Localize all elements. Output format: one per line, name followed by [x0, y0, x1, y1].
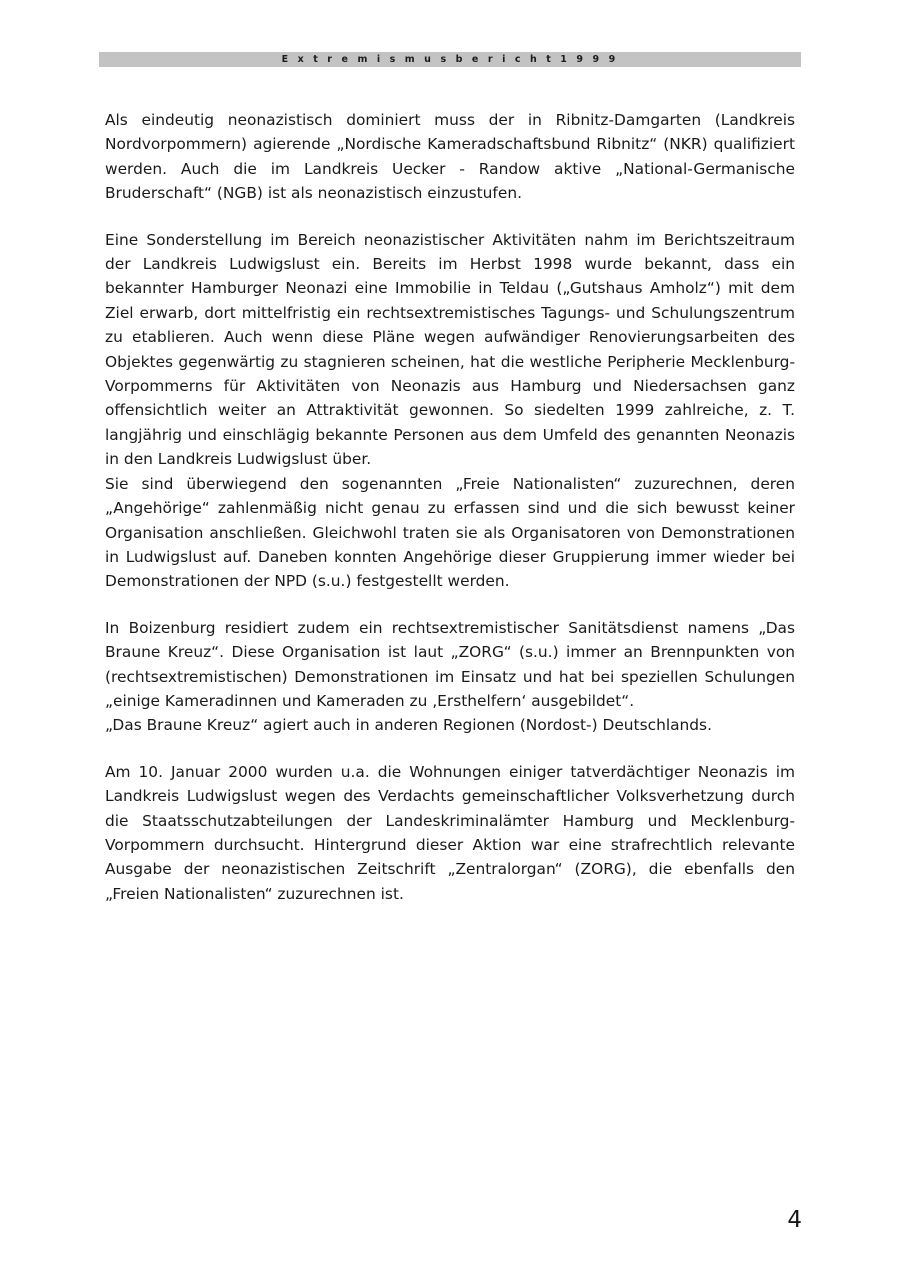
paragraph: Sie sind überwiegend den sogenannten „Freie Nationalisten“ zuzurechnen, deren „Angehörige“ zahlenmäßig nicht genau zu erfassen sind und die sich bewusst keiner Organisation anschließen. Gleichwohl traten sie als Organisatoren von Demonstrationen in Ludwigslust auf. Daneben konnten Angehörige dieser Gruppierung immer wieder bei Demonstrationen der NPD (s.u.) festgestellt werden. [105, 474, 795, 591]
document-body [105, 108, 795, 906]
paragraph: Eine Sonderstellung im Bereich neonazistischer Aktivitäten nahm im Berichtszeitraum der Landkreis Ludwigslust ein. Bereits im Herbst 1998 wurde bekannt, dass ein bekannter Hamburger Neonazi eine Immobilie in Teldau („Gutshaus Amholz“) mit dem Ziel erwarb, dort mittelfristig ein rechtsextremistisches Tagungs- und Schulungszentrum zu etablieren. Auch wenn diese Pläne wegen aufwändiger Renovierungsarbeiten des Objektes gegenwärtig zu stagnieren scheinen, hat die westliche Peripherie Mecklenburg-Vorpommerns für Aktivitäten von Neonazis aus Hamburg und Niedersachsen ganz offensichtlich weiter an Attraktivität gewonnen. So siedelten 1999 zahlreiche, z. T. langjährig und einschlägig bekannte Personen aus dem Umfeld des genannten Neonazis in den Landkreis Ludwigslust über. [105, 230, 795, 469]
running-header-title: E x t r e m i s m u s b e r i c h t 1 9 9 9 [281, 53, 619, 65]
paragraph: Am 10. Januar 2000 wurden u.a. die Wohnungen einiger tatverdächtiger Neonazis im Landkreis Ludwigslust wegen des Verdachts gemeinschaftlicher Volksverhetzung durch die Staatsschutzabteilungen der Landeskriminalämter Hamburg und Mecklenburg-Vorpommern durchsucht. Hintergrund dieser Aktion war eine strafrechtlich relevante Ausgabe der neonazistischen Zeitschrift „Zentralorgan“ (ZORG), die ebenfalls den „Freien Nationalisten“ zuzurechnen ist. [105, 762, 795, 903]
running-header-band [99, 52, 801, 67]
paragraph: „Das Braune Kreuz“ agiert auch in anderen Regionen (Nordost-) Deutschlands. [105, 716, 712, 735]
paragraph: Als eindeutig neonazistisch dominiert muss der in Ribnitz-Damgarten (Landkreis Nordvorpommern) agierende „Nordische Kameradschaftsbund Ribnitz“ (NKR) qualifiziert werden. Auch die im Landkreis Uecker - Randow aktive „National-Germanische Bruderschaft“ (NGB) ist als neonazistisch einzustufen. [105, 111, 795, 203]
page-number: 4 [787, 1207, 802, 1233]
paragraph: In Boizenburg residiert zudem ein rechtsextremistischer Sanitätsdienst namens „Das Braune Kreuz“. Diese Organisation ist laut „ZORG“ (s.u.) immer an Brennpunkten von (rechtsextremistischen) Demonstrationen im Einsatz und hat bei speziellen Schulungen „einige Kameradinnen und Kameraden zu ‚Ersthelfern‘ ausgebildet“. [105, 618, 795, 710]
